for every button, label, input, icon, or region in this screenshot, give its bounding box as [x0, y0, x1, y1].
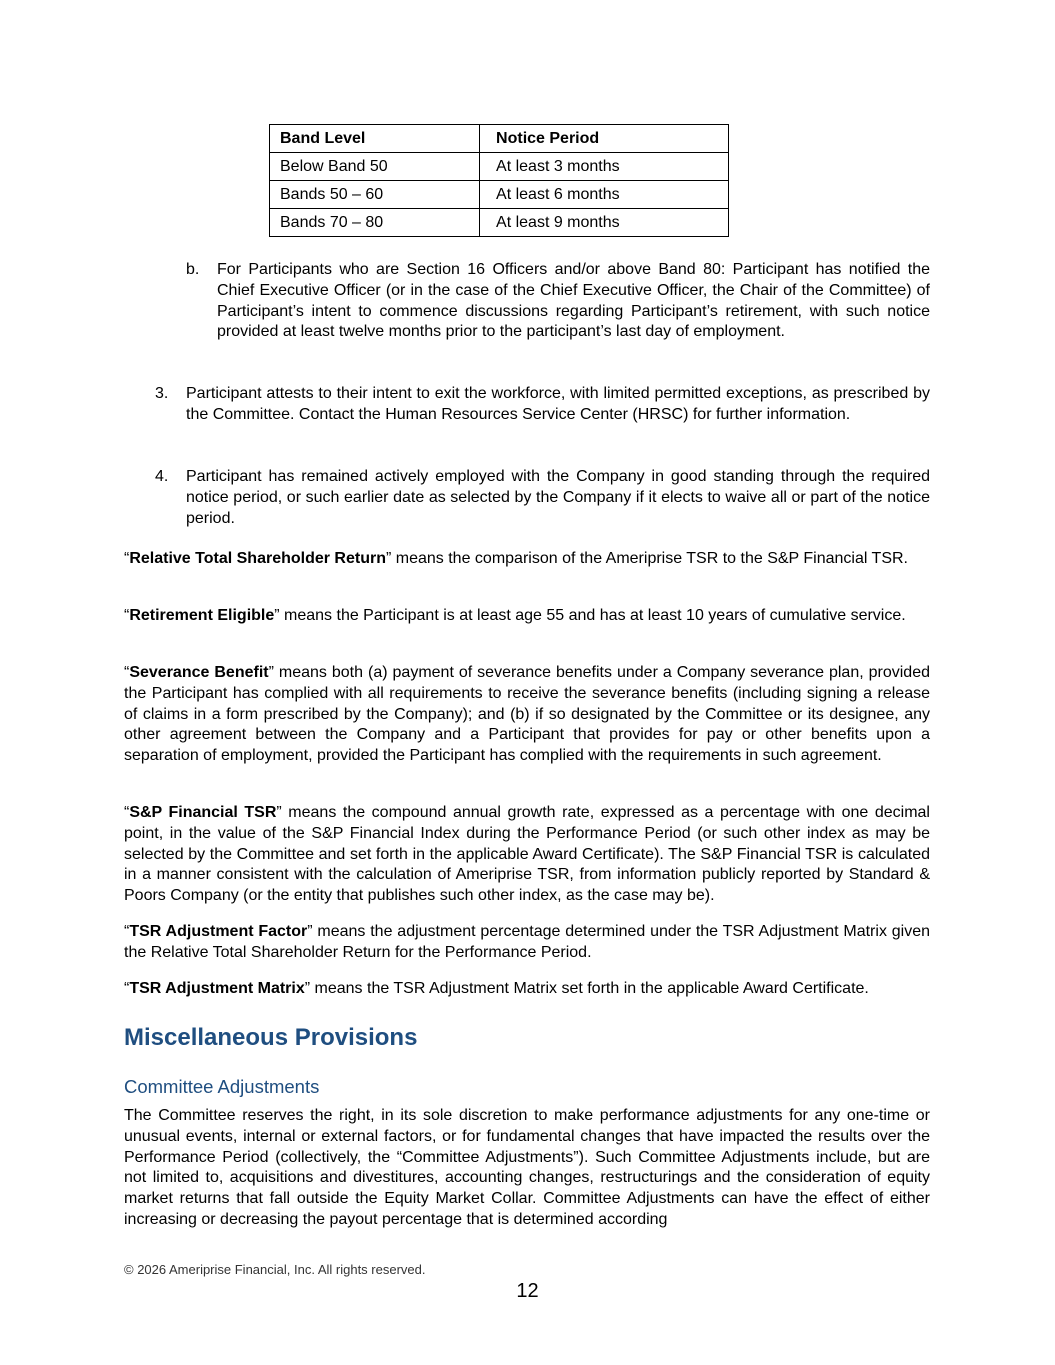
definition-tsr-adjustment-matrix: “TSR Adjustment Matrix” means the TSR Adjustment Matrix set forth in the applicable Award Certificate.: [124, 980, 869, 997]
committee-adjustments-paragraph: The Committee reserves the right, in its sole discretion to make performance adjustments for any one-time or unusual events, internal or external factors, or for fundamental changes that have impacted the results over the Performance Period (collectively, the “Committee Adjustments”). Such Committee Adjustments include, but are not limited to, acquisitions and divestitures, accounting changes, restructurings and the consideration of equity market returns that fall outside the Equity Market Collar. Committee Adjustments can have the effect of either increasing or decreasing the payout percentage that is determined according: [124, 1107, 930, 1228]
definition-text: means the compound annual growth rate, expressed as a percentage with one decimal point, in the value of the S&P Financial Index during the Performance Period (or such other index as may be selected by the Committee and set forth in the applicable Award Certificate). The S&P Financial TSR is calculated in a manner consistent with the calculation of Ameriprise TSR, from information publicly reported by Standard & Poors Company (or the entity that publishes such other index, as the case may be).: [124, 804, 930, 905]
list-item-text: For Participants who are Section 16 Officers and/or above Band 80: Participant has notified the Chief Executive Officer (or in the case of the Chief Executive Officer, the Chair of the Committee) of Participant’s intent to commence discussions regarding Participant’s retirement, with such notice provided at least twelve months prior to the participant’s last day of employment.: [217, 261, 930, 341]
list-item-label: 3.: [155, 385, 169, 402]
defined-term: S&P Financial TSR: [129, 804, 277, 821]
table-cell: Bands 70 – 80: [270, 209, 480, 237]
table-cell: Bands 50 – 60: [270, 181, 480, 209]
list-item-3: [155, 384, 930, 426]
definition-text: means the Participant is at least age 55 and has at least 10 years of cumulative service.: [279, 607, 906, 624]
defined-term: TSR Adjustment Factor: [129, 923, 308, 940]
definition-relative-tsr: “Relative Total Shareholder Return” means the comparison of the Ameriprise TSR to the S&P Financial TSR.: [124, 550, 908, 567]
table-cell: At least 3 months: [480, 153, 729, 181]
table-row: [270, 153, 729, 181]
notice-period-table: [269, 124, 729, 237]
definition-text: means the adjustment percentage determined under the TSR Adjustment Matrix given the Relative Total Shareholder Return for the Performance Period.: [124, 923, 931, 961]
defined-term: Severance Benefit: [129, 664, 269, 681]
defined-term: Relative Total Shareholder Return: [129, 550, 386, 567]
subsection-heading: Committee Adjustments: [124, 1076, 320, 1097]
definition-tsr-adjustment-factor: “TSR Adjustment Factor” means the adjustment percentage determined under the TSR Adjustment Matrix given the Relative Total Shareholder Return for the Performance Period.: [124, 923, 931, 961]
definition-sp-financial-tsr: “S&P Financial TSR” means the compound annual growth rate, expressed as a percentage with one decimal point, in the value of the S&P Financial Index during the Performance Period (or such other index as may be selected by the Committee and set forth in the applicable Award Certificate). The S&P Financial TSR is calculated in a manner consistent with the calculation of Ameriprise TSR, from information publicly reported by Standard & Poors Company (or the entity that publishes such other index, as the case may be).: [124, 804, 930, 905]
list-item-4: [155, 467, 930, 529]
section-heading: Miscellaneous Provisions: [124, 1024, 418, 1051]
defined-term: TSR Adjustment Matrix: [129, 980, 305, 997]
table-cell: At least 9 months: [480, 209, 729, 237]
definition-text: means both (a) payment of severance benefits under a Company severance plan, provided the Participant has complied with all requirements to receive the severance benefits (including signing a release of claims in a form prescribed by the Company); and (b) if so designated by the Committee or its designee, any other agreement between the Company and a Participant that provides for pay or other benefits upon a separation of employment, provided the Participant has complied with the requirements in such agreement.: [124, 664, 931, 765]
table-header-notice-period: Notice Period: [480, 125, 729, 153]
table-cell: Below Band 50: [270, 153, 480, 181]
table-cell: At least 6 months: [480, 181, 729, 209]
list-item-label: b.: [186, 261, 200, 278]
table-row: [270, 181, 729, 209]
list-item-label: 4.: [155, 468, 169, 485]
table-row: [270, 209, 729, 237]
definition-retirement-eligible: “Retirement Eligible” means the Participant is at least age 55 and has at least 10 years of cumulative service.: [124, 607, 906, 624]
definition-text: means the TSR Adjustment Matrix set forth in the applicable Award Certificate.: [310, 980, 869, 997]
table-header-band-level: Band Level: [270, 125, 480, 153]
defined-term: Retirement Eligible: [129, 607, 275, 624]
list-item-text: Participant has remained actively employed with the Company in good standing through the required notice period, or such earlier date as selected by the Company if it elects to waive all or part of the notice period.: [186, 468, 930, 527]
definition-text: means the comparison of the Ameriprise TSR to the S&P Financial TSR.: [391, 550, 908, 567]
table-header-row: [270, 125, 729, 153]
list-item-b: [186, 260, 930, 343]
page-number: 12: [516, 1280, 539, 1302]
definition-severance-benefit: “Severance Benefit” means both (a) payment of severance benefits under a Company severance plan, provided the Participant has complied with all requirements to receive the severance benefits (including signing a release of claims in a form prescribed by the Company); and (b) if so designated by the Committee or its designee, any other agreement between the Company and a Participant that provides for pay or other benefits upon a separation of employment, provided the Participant has complied with the requirements in such agreement.: [124, 664, 931, 765]
list-item-text: Participant attests to their intent to exit the workforce, with limited permitted exceptions, as prescribed by the Committee. Contact the Human Resources Service Center (HRSC) for further information.: [186, 385, 930, 423]
copyright-footer: © 2026 Ameriprise Financial, Inc. All rights reserved.: [124, 1262, 426, 1277]
